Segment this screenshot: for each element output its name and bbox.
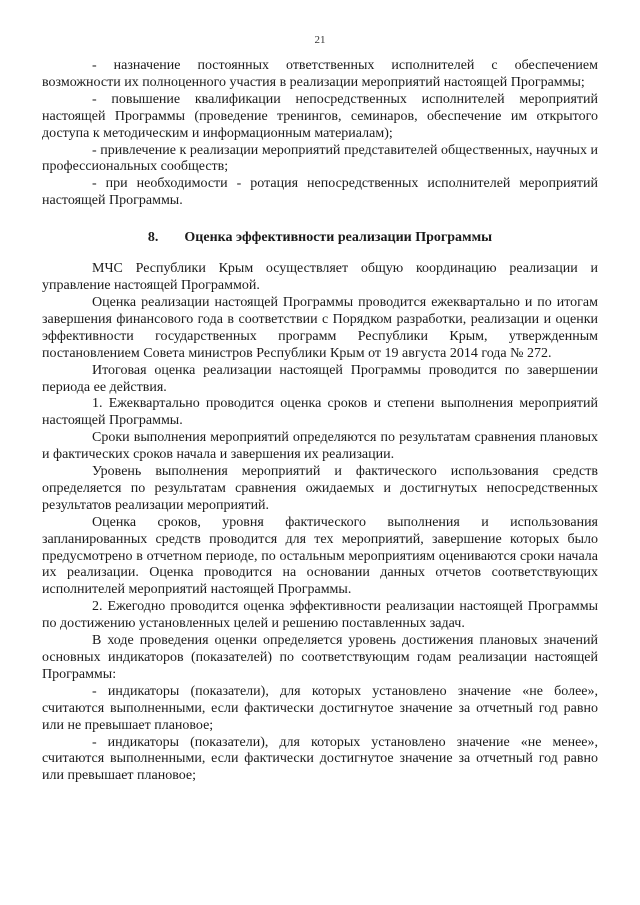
section-title: Оценка эффективности реализации Программы <box>184 230 493 246</box>
page-number: 21 <box>314 34 326 46</box>
paragraph: Уровень выполнения мероприятий и фактического использования средств определяется по результатам сравнения ожидаемых и достигнутых непосредственных результатов реализации мероприятий. <box>42 464 598 513</box>
section-number: 8. <box>147 230 159 246</box>
paragraph: Оценка сроков, уровня фактического выполнения и использования запланированных средств проводится для тех мероприятий, завершение которых было предусмотрено в отчетном периоде, по остальным мероприятиям оцениваются сроки начала их реализации. Оценка проводится на основании данных отчетов соответствующих исполнителей мероприятий настоящей Программы. <box>42 514 598 598</box>
paragraph: Сроки выполнения мероприятий определяются по результатам сравнения плановых и фактических сроков начала и завершения их реализации. <box>42 430 598 463</box>
paragraph: 2. Ежегодно проводится оценка эффективности реализации настоящей Программы по достижению установленных целей и решению поставленных задач. <box>42 599 598 632</box>
bullet-item: - индикаторы (показатели), для которых установлено значение «не менее», считаются выполненными, если фактически достигнутое значение за отчетный год равно или превышает плановое; <box>42 734 598 784</box>
paragraph: Итоговая оценка реализации настоящей Программы проводится по завершении периода ее действия. <box>42 362 598 395</box>
bullet-item: - повышение квалификации непосредственных исполнителей мероприятий настоящей Программы (проведение тренингов, семинаров, обеспечение им открытого доступа к методическим и информационным материалам); <box>42 91 598 141</box>
bullet-item: - индикаторы (показатели), для которых установлено значение «не более», считаются выполненными, если фактически достигнутое значение за отчетный год равно или не превышает плановое; <box>42 683 598 733</box>
bullet-item: - при необходимости - ротация непосредственных исполнителей мероприятий настоящей Программы. <box>42 176 598 209</box>
section-heading <box>42 229 598 246</box>
bullet-item: - назначение постоянных ответственных исполнителей с обеспечением возможности их полноценного участия в реализации мероприятий настоящей Программы; <box>42 58 598 90</box>
document-body <box>42 58 598 785</box>
paragraph: В ходе проведения оценки определяется уровень достижения плановых значений основных индикаторов (показателей) по соответствующим годам реализации настоящей Программы: <box>42 633 598 682</box>
paragraph: 1. Ежеквартально проводится оценка сроков и степени выполнения мероприятий настоящей Программы. <box>42 396 598 429</box>
paragraph: МЧС Республики Крым осуществляет общую координацию реализации и управление настоящей Программой. <box>42 261 598 294</box>
bullet-item: - привлечение к реализации мероприятий представителей общественных, научных и профессиональных сообществ; <box>42 142 598 175</box>
paragraph: Оценка реализации настоящей Программы проводится ежеквартально и по итогам завершения финансового года в соответствии с Порядком разработки, реализации и оценки эффективности государственных программ Республики Крым, утвержденным постановлением Совета министров Республики Крым от 19 августа 2014 года № 272. <box>42 294 598 361</box>
